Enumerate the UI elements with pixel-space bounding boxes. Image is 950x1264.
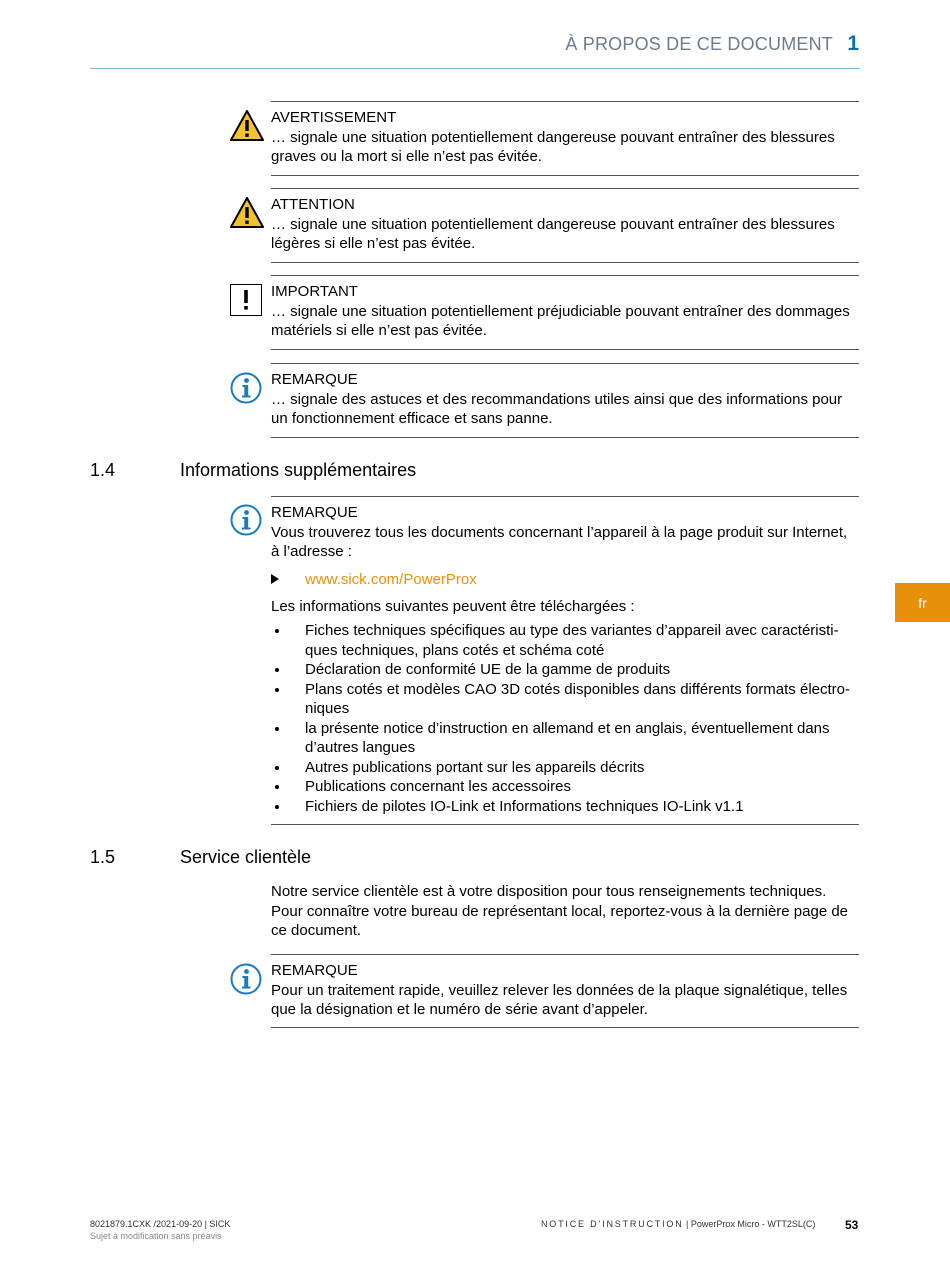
info-circle-icon — [230, 504, 262, 536]
footer-notice-label: NOTICE D’INSTRUCTION — [541, 1219, 684, 1229]
notice-text: Pour un traitement rapide, veuillez relever les données de la plaque signalétique, telles que la désignation et le numéro de série avant d’appeler. — [271, 981, 848, 1018]
info-circle-icon — [230, 963, 262, 995]
chapter-number: 1 — [847, 32, 859, 55]
download-intro: Les informations suivantes peuvent être téléchargées : — [271, 597, 635, 615]
arrow-right-icon — [271, 574, 279, 584]
notice-important — [271, 275, 859, 350]
notice-text: … signale une situation potentiellement dangereuse pouvant entraîner des blessures graves ou la mort si elle n’est pas évitée. — [271, 128, 835, 165]
notice-further-info — [271, 496, 859, 825]
warning-triangle-icon — [229, 196, 265, 229]
running-header-title: À PROPOS DE CE DOCUMENT — [565, 34, 833, 54]
notice-text: … signale une situation potentiellement préjudiciable pouvant entraîner des dommages matériels si elle n’est pas évitée. — [271, 302, 850, 339]
info-circle-icon — [230, 372, 262, 404]
section-number: 1.4 — [90, 460, 116, 480]
section-number: 1.5 — [90, 847, 116, 867]
page-number: 53 — [845, 1218, 859, 1232]
notice-text: … signale des astuces et des recommandations utiles ainsi que des informations pour un fonctionnement efficace et sans panne. — [271, 390, 843, 427]
list-item: Déclaration de conformité UE de la gamme de produits — [271, 660, 859, 680]
notice-remark — [271, 363, 859, 438]
footer-doc-ref: 8021879.1CXK /2021-09-20 | SICK — [90, 1219, 231, 1229]
notice-title: REMARQUE — [271, 962, 358, 979]
notice-title: REMARQUE — [271, 371, 358, 388]
section-title: Informations supplémentaires — [180, 460, 417, 480]
notice-customer-service — [271, 954, 859, 1028]
notice-title: REMARQUE — [271, 504, 358, 521]
notice-warning — [271, 101, 859, 176]
notice-title: AVERTISSEMENT — [271, 109, 397, 126]
notice-caution — [271, 188, 859, 263]
download-list — [271, 621, 859, 816]
notice-title: IMPORTANT — [271, 283, 358, 300]
list-item: Publications concernant les accessoires — [271, 777, 859, 797]
link-line — [271, 570, 859, 590]
header-divider — [90, 68, 860, 69]
notice-intro: Vous trouverez tous les documents concernant l’appareil à la page produit sur Internet, à l’adresse : — [271, 523, 848, 560]
customer-service-text: Notre service clientèle est à votre disposition pour tous renseignements techniques. Pour connaître votre bureau de représentant local, reportez-vous à la dernière page de ce document. — [271, 883, 849, 939]
exclamation-box-icon — [230, 284, 262, 316]
list-item: Plans cotés et modèles CAO 3D cotés disponibles dans différents formats électroniques — [271, 680, 859, 719]
footer-disclaimer: Sujet à modification sans préavis — [90, 1231, 222, 1241]
list-item: Autres publications portant sur les appareils décrits — [271, 758, 859, 778]
section-title: Service clientèle — [180, 847, 312, 867]
footer-product: | PowerProx Micro - WTT2SL(C) — [686, 1219, 816, 1229]
notice-title: ATTENTION — [271, 196, 355, 213]
list-item: la présente notice d’instruction en allemand et en anglais, éventuellement dans d’autres langues — [271, 719, 859, 758]
product-page-link[interactable]: www.sick.com/PowerProx — [305, 570, 477, 588]
footer-center — [541, 1219, 815, 1229]
language-tab[interactable]: fr — [895, 583, 950, 622]
warning-triangle-icon — [229, 109, 265, 142]
list-item: Fichiers de pilotes IO-Link et Informations techniques IO-Link v1.1 — [271, 797, 859, 817]
notice-text: … signale une situation potentiellement dangereuse pouvant entraîner des blessures légères si elle n’est pas évitée. — [271, 215, 835, 252]
list-item: Fiches techniques spécifiques au type des variantes d’appareil avec caractéristiques techniques, plans cotés et schéma coté — [271, 621, 859, 660]
footer-left — [90, 1218, 230, 1242]
